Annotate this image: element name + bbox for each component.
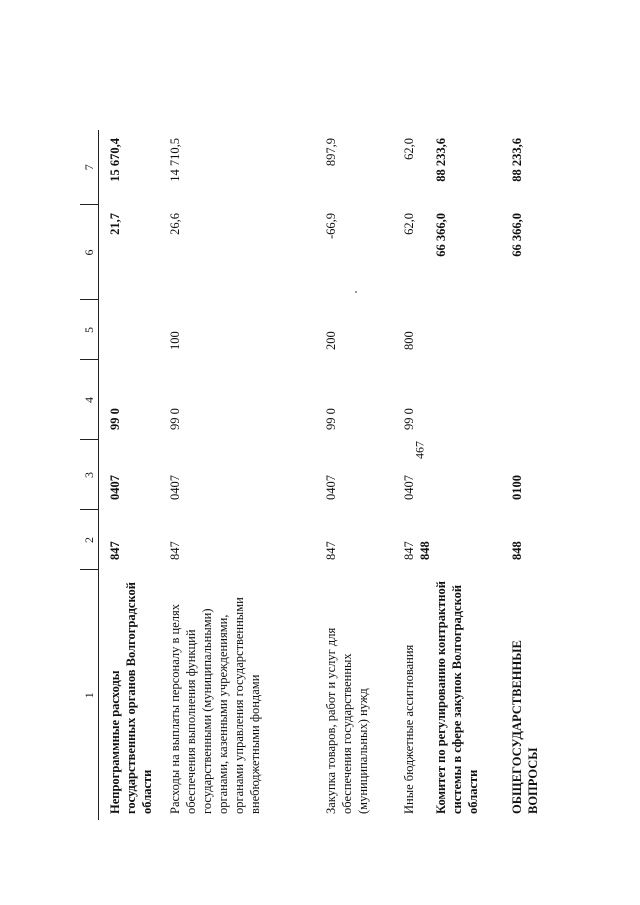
header-col-2: 2: [80, 510, 99, 570]
cell-total: 15 670,4: [108, 138, 122, 182]
cell-expense-type: 800: [402, 331, 416, 350]
table-row: [395, 130, 433, 820]
cell-target: [433, 360, 491, 440]
table-header-row: [80, 130, 99, 820]
cell-ministry: 847: [168, 541, 182, 560]
cell-total: 88 233,6: [434, 138, 448, 182]
cell-section: 0100: [510, 475, 524, 500]
page-number: 467: [412, 441, 427, 459]
row-name: Комитет по регулированию контрактной системы в сфере закупок Волгоградской области: [434, 581, 480, 814]
header-col-1: 1: [80, 570, 99, 820]
cell-section: 0407: [168, 475, 182, 500]
budget-table: [80, 130, 553, 820]
row-name: Непрограммные расходы государственных органов Волгоградской области: [108, 582, 154, 814]
cell-change: 26,6: [168, 213, 182, 235]
cell-section: [433, 440, 491, 510]
row-name: Закупка товаров, работ и услуг для обеспечения государственных (муниципальных) нужд: [324, 627, 370, 814]
scan-speck: [355, 291, 357, 293]
header-col-3: 3: [80, 440, 99, 510]
header-col-7: 7: [80, 130, 99, 205]
cell-expense-type: [433, 300, 491, 360]
cell-total: 14 710,5: [168, 138, 182, 182]
table-row: [159, 130, 315, 820]
cell-total: 897,9: [324, 138, 338, 167]
cell-total: 62,0: [402, 138, 416, 160]
row-name: Иные бюджетные ассигнования: [402, 644, 416, 814]
cell-ministry-empty: [433, 510, 491, 570]
cell-ministry: 847: [324, 541, 338, 560]
cell-expense-type: [491, 300, 553, 360]
cell-ministry: 847: [108, 541, 122, 560]
cell-change: 66 366,0: [434, 213, 448, 257]
cell-change: 21,7: [108, 213, 122, 235]
table-row: [433, 130, 491, 820]
row-name: Расходы на выплаты персоналу в целях обеспечения выполнения функций государственными (муниципальными) органами, казенными учреждениями, органами управления государственными внебюджетными фондами: [168, 597, 262, 814]
table-row: [491, 130, 553, 820]
cell-section: 0407: [324, 475, 338, 500]
cell-ministry-next-value: 848: [418, 541, 432, 560]
cell-expense-type: 100: [168, 331, 182, 350]
header-col-4: 4: [80, 360, 99, 440]
cell-target: 99 0: [324, 408, 338, 430]
cell-expense-type: 200: [324, 331, 338, 350]
cell-target: 99 0: [402, 408, 416, 430]
cell-ministry-value: 847: [402, 541, 416, 560]
header-col-5: 5: [80, 300, 99, 360]
cell-change: 62,0: [402, 213, 416, 235]
cell-expense-type: [99, 300, 160, 360]
table-row: [99, 130, 160, 820]
cell-change: 66 366,0: [510, 213, 524, 257]
cell-target: 99 0: [168, 408, 182, 430]
cell-total: 88 233,6: [510, 138, 524, 182]
cell-ministry: 848: [510, 541, 524, 560]
table-row: [315, 130, 395, 820]
row-name: ОБЩЕГОСУДАРСТВЕННЫЕ ВОПРОСЫ: [510, 640, 540, 814]
cell-ministry: [395, 510, 433, 570]
cell-target: 99 0: [108, 408, 122, 430]
cell-target: [491, 360, 553, 440]
cell-section: 0407: [402, 475, 416, 500]
budget-table-rotated: [80, 130, 550, 820]
cell-change: -66,9: [324, 213, 338, 240]
cell-section: 0407: [108, 475, 122, 500]
header-col-6: 6: [80, 205, 99, 300]
